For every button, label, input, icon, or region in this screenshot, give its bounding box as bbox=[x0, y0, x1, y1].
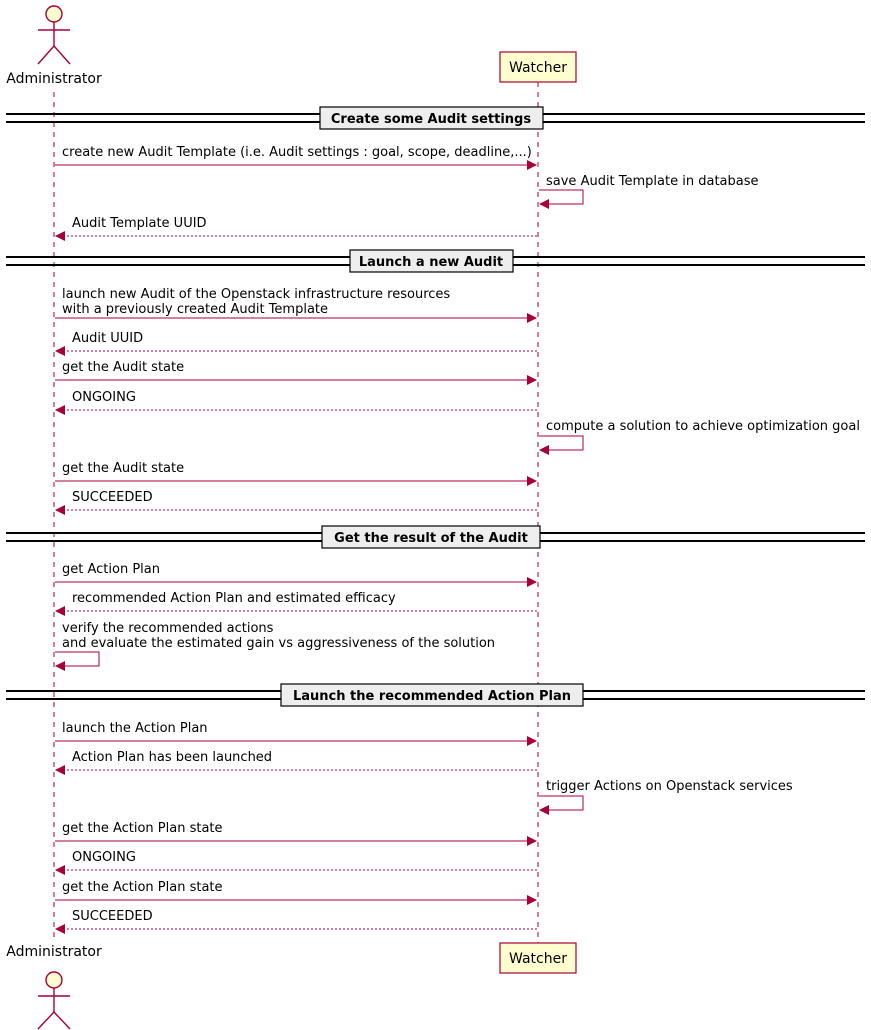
arrowhead-icon bbox=[527, 836, 537, 846]
actor-leg-left-icon bbox=[38, 1012, 54, 1029]
message-label: SUCCEEDED bbox=[72, 909, 153, 924]
message-label: verify the recommended actions and evaluate the estimated gain vs aggressiveness of the solution bbox=[62, 621, 496, 651]
actor-head-icon bbox=[46, 972, 62, 988]
arrowhead-icon bbox=[55, 405, 65, 415]
message-verify-recommended-actions[interactable] bbox=[55, 621, 495, 671]
actor-leg-right-icon bbox=[54, 1012, 70, 1029]
message-audit-state-ongoing[interactable] bbox=[55, 390, 537, 415]
message-action-plan-launched[interactable] bbox=[55, 750, 537, 775]
arrowhead-icon bbox=[527, 476, 537, 486]
message-compute-solution[interactable] bbox=[539, 419, 860, 455]
divider-get-result-of-audit bbox=[6, 526, 865, 548]
message-action-plan-state-succeeded[interactable] bbox=[55, 909, 537, 934]
arrowhead-icon bbox=[539, 199, 549, 209]
message-label: ONGOING bbox=[72, 850, 136, 865]
message-audit-template-uuid[interactable] bbox=[55, 216, 537, 241]
message-get-audit-state-2[interactable] bbox=[55, 461, 537, 486]
divider-create-audit-settings bbox=[6, 107, 865, 129]
arrowhead-icon bbox=[55, 606, 65, 616]
message-label: trigger Actions on Openstack services bbox=[546, 779, 793, 794]
divider-label: Launch the recommended Action Plan bbox=[292, 689, 572, 704]
message-label: Audit UUID bbox=[72, 331, 144, 346]
arrowhead-icon bbox=[527, 736, 537, 746]
divider-label: Get the result of the Audit bbox=[334, 531, 528, 546]
message-get-audit-state-1[interactable] bbox=[55, 360, 537, 385]
message-label: get the Action Plan state bbox=[62, 880, 223, 895]
arrowhead-icon bbox=[527, 577, 537, 587]
message-label: compute a solution to achieve optimization goal bbox=[546, 419, 860, 434]
message-launch-action-plan[interactable] bbox=[55, 721, 537, 746]
message-audit-state-succeeded[interactable] bbox=[55, 490, 537, 515]
arrowhead-icon bbox=[527, 895, 537, 905]
message-label: get the Action Plan state bbox=[62, 821, 223, 836]
arrowhead-icon bbox=[55, 865, 65, 875]
participant-watcher-bottom[interactable] bbox=[500, 943, 576, 973]
message-label: get Action Plan bbox=[62, 562, 160, 577]
participant-label-administrator-top: Administrator bbox=[6, 71, 102, 87]
arrowhead-icon bbox=[55, 346, 65, 356]
participant-label-administrator-bottom: Administrator bbox=[6, 944, 102, 960]
message-get-action-plan-state-2[interactable] bbox=[55, 880, 537, 905]
participant-label-watcher-top: Watcher bbox=[509, 60, 567, 76]
arrowhead-icon bbox=[527, 160, 537, 170]
actor-administrator-top[interactable] bbox=[6, 6, 102, 87]
divider-launch-recommended-action-plan bbox=[6, 684, 865, 706]
divider-label: Launch a new Audit bbox=[358, 255, 504, 270]
message-get-action-plan[interactable] bbox=[55, 562, 537, 587]
arrowhead-icon bbox=[55, 661, 65, 671]
divider-launch-new-audit bbox=[6, 250, 865, 272]
participant-label-watcher-bottom: Watcher bbox=[509, 951, 567, 967]
message-label: launch the Action Plan bbox=[62, 721, 208, 736]
arrowhead-icon bbox=[55, 924, 65, 934]
participant-watcher-top[interactable] bbox=[500, 52, 576, 82]
arrowhead-icon bbox=[55, 765, 65, 775]
message-label: create new Audit Template (i.e. Audit settings : goal, scope, deadline,...) bbox=[62, 145, 532, 160]
arrowhead-icon bbox=[539, 445, 549, 455]
actor-administrator-bottom[interactable] bbox=[6, 944, 102, 1029]
actor-leg-left-icon bbox=[38, 46, 54, 64]
message-label: SUCCEEDED bbox=[72, 490, 153, 505]
arrowhead-icon bbox=[539, 805, 549, 815]
arrowhead-icon bbox=[527, 375, 537, 385]
actor-head-icon bbox=[46, 6, 62, 22]
message-action-plan-state-ongoing[interactable] bbox=[55, 850, 537, 875]
message-get-action-plan-state-1[interactable] bbox=[55, 821, 537, 846]
message-label: Audit Template UUID bbox=[72, 216, 207, 231]
message-save-audit-template[interactable] bbox=[539, 174, 759, 209]
message-label: ONGOING bbox=[72, 390, 136, 405]
arrowhead-icon bbox=[55, 231, 65, 241]
message-trigger-actions[interactable] bbox=[539, 779, 793, 815]
arrowhead-icon bbox=[527, 313, 537, 323]
message-launch-new-audit[interactable] bbox=[55, 287, 537, 323]
message-label: get the Audit state bbox=[62, 360, 185, 375]
message-audit-uuid[interactable] bbox=[55, 331, 537, 356]
message-create-audit-template[interactable] bbox=[55, 145, 537, 170]
message-label: save Audit Template in database bbox=[546, 174, 759, 189]
message-label: get the Audit state bbox=[62, 461, 185, 476]
message-label: Action Plan has been launched bbox=[72, 750, 273, 765]
message-recommended-action-plan[interactable] bbox=[55, 591, 537, 616]
actor-leg-right-icon bbox=[54, 46, 70, 64]
message-label: recommended Action Plan and estimated efficacy bbox=[72, 591, 396, 606]
arrowhead-icon bbox=[55, 505, 65, 515]
message-label: launch new Audit of the Openstack infrastructure resources with a previously created Audit Template bbox=[62, 287, 451, 317]
divider-label: Create some Audit settings bbox=[330, 112, 532, 127]
